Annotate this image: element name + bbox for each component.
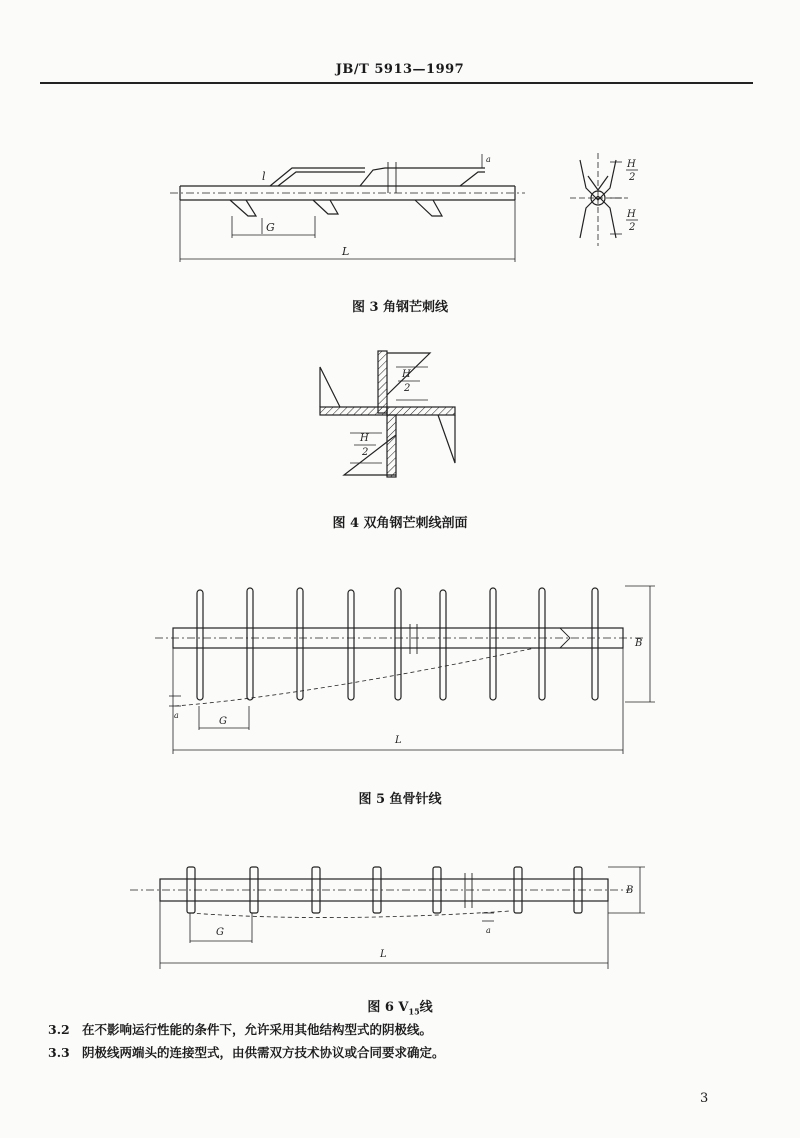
figure-4-caption: 图 4 双角钢芒刺线剖面 [332,516,468,531]
paragraph-text: 阴极线两端头的连接型式，由供需双方技术协议或合同要求确定。 [82,1045,445,1060]
fig4-label-H-top: H [402,369,411,380]
header-rule [40,82,753,84]
paragraph-3-3 [48,1043,445,1061]
fig3-label-H-top: H [627,159,636,170]
fig5-label-L: L [395,735,402,746]
fig6-caption-suffix: 线 [419,1000,433,1015]
paragraph-text: 在不影响运行性能的条件下，允许采用其他结构型式的阴极线。 [82,1022,433,1037]
fig5-needles [197,588,598,700]
paragraph-3-2 [48,1020,432,1038]
figure-6-caption [0,996,800,1017]
fig4-label-2-bottom: 2 [362,447,369,458]
fig4-label-H-bottom: H [360,433,369,444]
fig3-label-L: L [342,245,350,258]
fig3-label-2-bottom: 2 [629,222,636,233]
paragraph-number: 3.2 [48,1022,70,1037]
figure-5-caption: 图 5 鱼骨针线 [358,792,442,807]
fig6-label-G: G [216,927,224,938]
figure-4-drawing [310,345,480,485]
fig6-caption-prefix: 图 6 V [367,1000,409,1015]
fig3-label-G: G [266,221,275,234]
figure-3-drawing [170,148,640,273]
fig5-label-B: B [635,638,643,649]
figure-5-drawing [155,578,665,763]
paragraph-number: 3.3 [48,1045,70,1060]
figure-3-caption: 图 3 角钢芒刺线 [351,300,449,315]
fig6-caption-sub: 15 [408,1006,420,1017]
fig3-label-l: l [262,170,266,183]
fig3-label-H-bottom: H [627,209,636,220]
fig5-label-G: G [219,716,227,727]
fig6-label-a: a [486,926,491,935]
fig5-label-a: a [174,711,179,720]
fig4-label-2-top: 2 [404,383,411,394]
document-header: JB/T 5913—1997 [335,62,465,77]
fig3-label-2-top: 2 [629,172,636,183]
page-number: 3 [700,1091,709,1106]
figure-6-drawing [130,853,660,973]
fig6-label-L: L [380,949,387,960]
fig6-label-B: B [626,885,634,896]
fig3-label-a: a [486,155,491,164]
